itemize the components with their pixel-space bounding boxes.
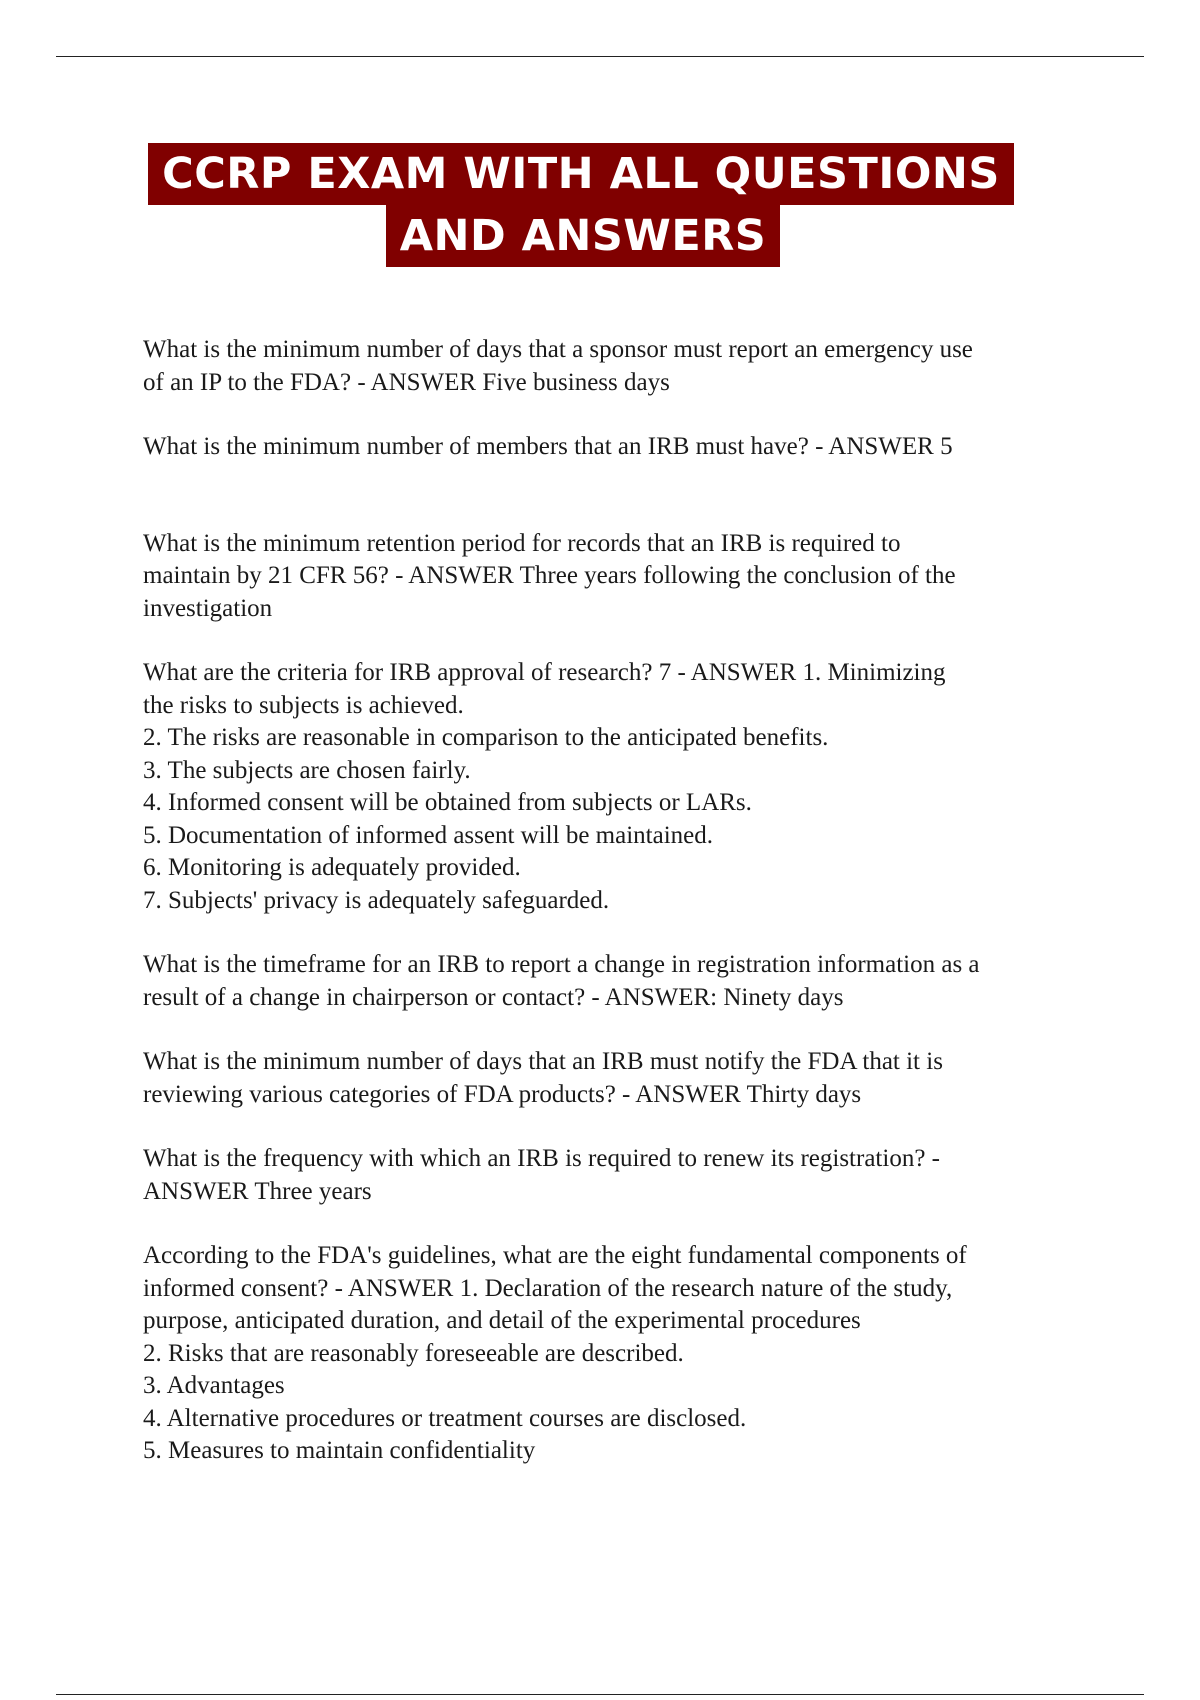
qa-entry-7 <box>143 1143 1103 1208</box>
qa-entry-4 <box>143 657 1103 917</box>
qa-list-item: 4. Alternative procedures or treatment courses are disclosed. <box>143 1404 747 1432</box>
qa-line: What is the minimum number of days that a sponsor must report an emergency use <box>143 336 973 363</box>
qa-line: reviewing various categories of FDA products? - ANSWER Thirty days <box>143 1080 862 1108</box>
qa-line: What is the minimum retention period for records that an IRB is required to <box>143 529 901 557</box>
qa-list-item: 3. The subjects are chosen fairly. <box>143 756 471 784</box>
qa-list-item: 5. Measures to maintain confidentiality <box>143 1437 536 1464</box>
qa-line: of an IP to the FDA? - ANSWER Five business days <box>143 368 670 396</box>
title-line-1: CCRP EXAM WITH ALL QUESTIONS <box>148 143 1014 205</box>
qa-line: ANSWER Three years <box>143 1177 372 1205</box>
qa-line: the risks to subjects is achieved. <box>143 691 464 719</box>
qa-entry-5 <box>143 949 1103 1014</box>
qa-line: result of a change in chairperson or contact? - ANSWER: Ninety days <box>143 983 844 1011</box>
qa-line: According to the FDA's guidelines, what are the eight fundamental components of <box>143 1242 967 1269</box>
document-title <box>0 143 1200 267</box>
qa-list-item: 7. Subjects' privacy is adequately safeguarded. <box>143 886 610 914</box>
qa-line: What is the minimum number of members that an IRB must have? - ANSWER 5 <box>143 433 953 460</box>
qa-line: What is the timeframe for an IRB to report a change in registration information as a <box>143 951 980 978</box>
qa-list-item: 2. Risks that are reasonably foreseeable are described. <box>143 1339 684 1367</box>
qa-line: What are the criteria for IRB approval of research? 7 - ANSWER 1. Minimizing <box>143 659 946 686</box>
qa-line: investigation <box>143 594 273 622</box>
qa-entry-6 <box>143 1046 1103 1111</box>
qa-line: maintain by 21 CFR 56? - ANSWER Three years following the conclusion of the <box>143 562 956 589</box>
qa-entry-2 <box>143 431 1103 464</box>
qa-entry-3 <box>143 528 1103 626</box>
qa-list-item: 5. Documentation of informed assent will be maintained. <box>143 821 713 849</box>
qa-line: What is the minimum number of days that an IRB must notify the FDA that it is <box>143 1048 943 1075</box>
qa-list-item: 4. Informed consent will be obtained from subjects or LARs. <box>143 789 752 816</box>
qa-content <box>143 334 1103 1500</box>
title-line-2: AND ANSWERS <box>386 205 781 267</box>
qa-list-item: 3. Advantages <box>143 1372 285 1399</box>
qa-entry-8 <box>143 1240 1103 1468</box>
top-rule <box>56 56 1144 57</box>
bottom-rule <box>56 1694 1144 1695</box>
qa-line: What is the frequency with which an IRB is required to renew its registration? - <box>143 1145 940 1172</box>
qa-line: purpose, anticipated duration, and detail of the experimental procedures <box>143 1307 861 1334</box>
qa-list-item: 6. Monitoring is adequately provided. <box>143 854 521 881</box>
qa-line: informed consent? - ANSWER 1. Declaration of the research nature of the study, <box>143 1274 953 1302</box>
qa-entry-1 <box>143 334 1103 399</box>
qa-list-item: 2. The risks are reasonable in comparison to the anticipated benefits. <box>143 724 829 751</box>
